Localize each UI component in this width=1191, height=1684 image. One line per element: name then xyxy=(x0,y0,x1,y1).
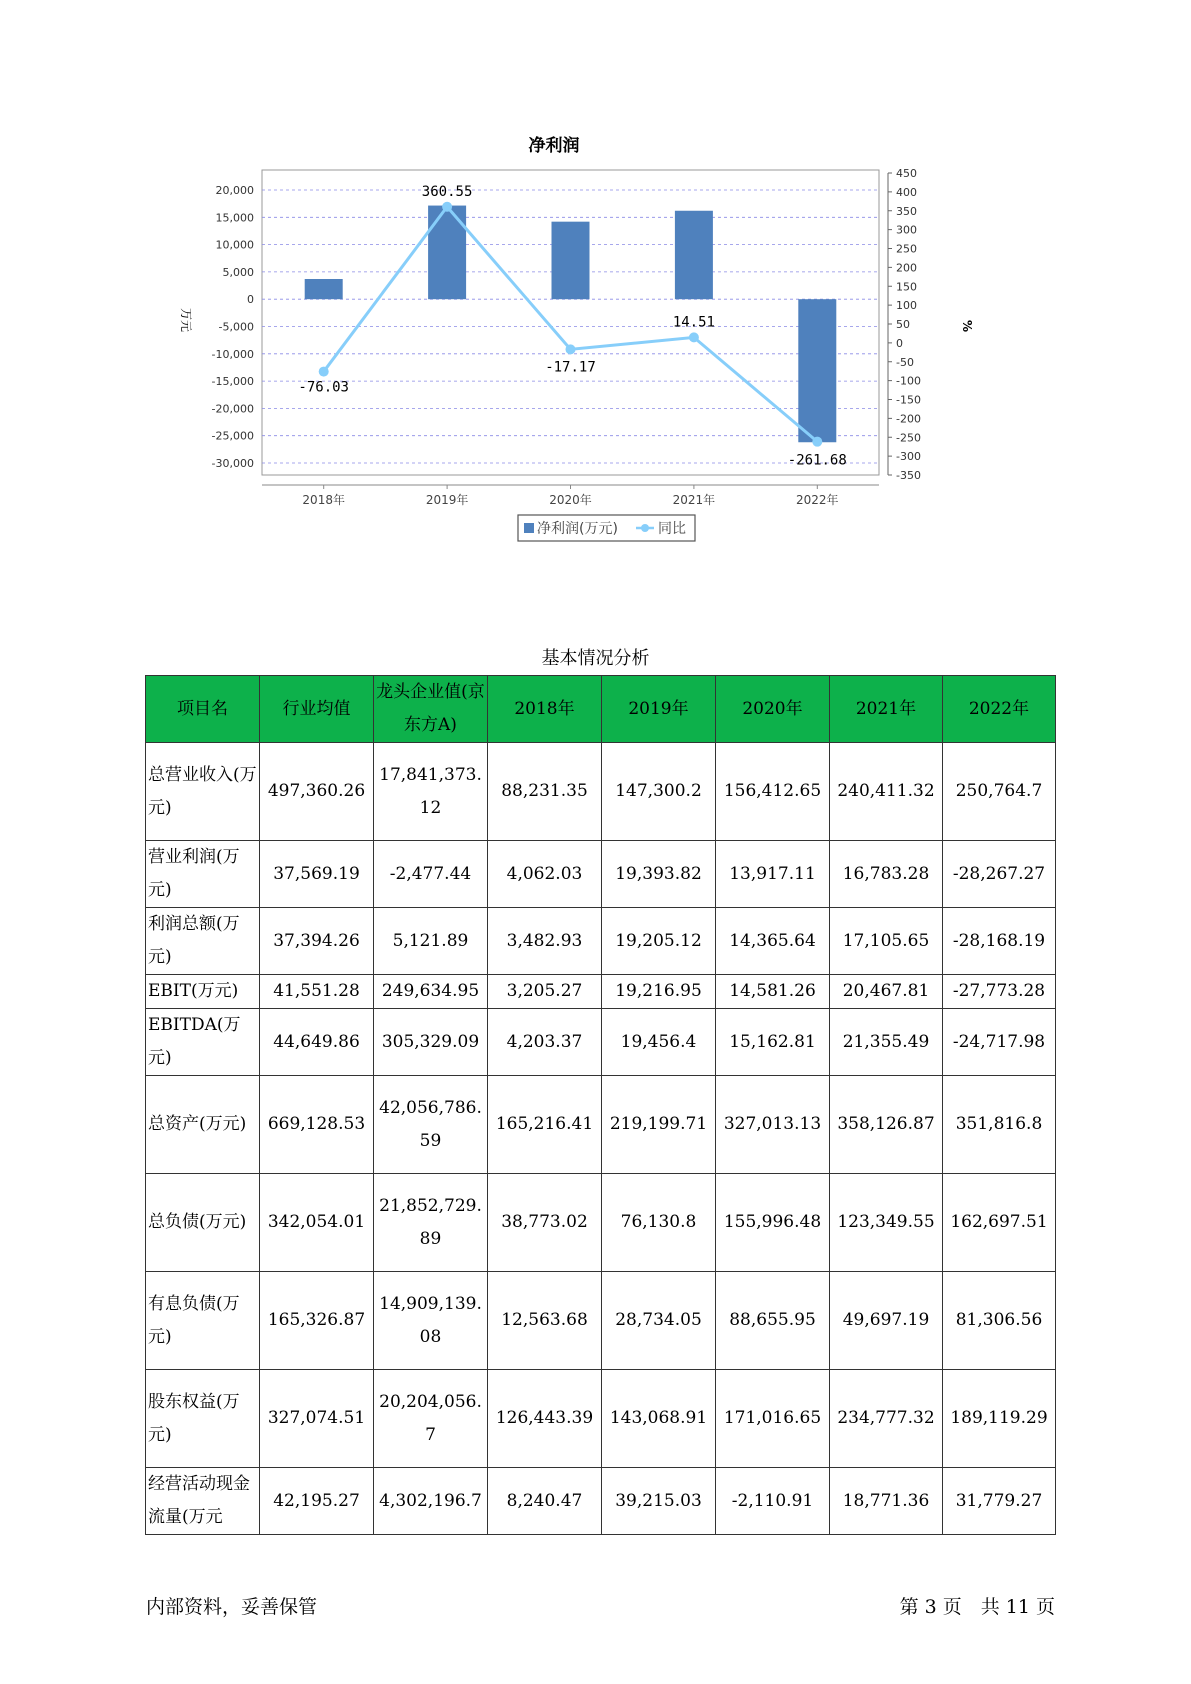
row-label: 总营业收入(万元) xyxy=(146,743,260,841)
row-label: 总负债(万元) xyxy=(146,1174,260,1272)
table-cell: 351,816.8 xyxy=(943,1076,1056,1174)
y-tick-label: 5,000 xyxy=(222,265,254,279)
table-cell: -2,477.44 xyxy=(374,841,488,908)
table-row xyxy=(146,841,1056,908)
table-row xyxy=(146,975,1056,1009)
table-cell: 249,634.95 xyxy=(374,975,488,1009)
yoy-point xyxy=(319,367,329,377)
x-tick-label: 2019年 xyxy=(425,493,469,507)
header-item-name: 项目名 xyxy=(146,676,260,743)
table-cell: 14,365.64 xyxy=(716,908,830,975)
header-2018: 2018年 xyxy=(488,676,602,743)
header-industry-avg: 行业均值 xyxy=(260,676,374,743)
table-cell: 88,655.95 xyxy=(716,1272,830,1370)
table-row xyxy=(146,1174,1056,1272)
row-label: 股东权益(万元) xyxy=(146,1370,260,1468)
table-cell: 37,569.19 xyxy=(260,841,374,908)
table-cell: 147,300.2 xyxy=(602,743,716,841)
row-label: 经营活动现金流量(万元 xyxy=(146,1468,260,1535)
table-row xyxy=(146,1370,1056,1468)
legend-bar-label: 净利润(万元) xyxy=(537,521,618,537)
table-cell: 342,054.01 xyxy=(260,1174,374,1272)
table-cell: 19,205.12 xyxy=(602,908,716,975)
y2-tick-label: 300 xyxy=(896,223,917,237)
table-cell: 162,697.51 xyxy=(943,1174,1056,1272)
table-row xyxy=(146,1009,1056,1076)
y-tick-label: -20,000 xyxy=(211,402,254,416)
legend-line-label: 同比 xyxy=(658,521,686,537)
row-label: EBITDA(万元) xyxy=(146,1009,260,1076)
y2-tick-label: 250 xyxy=(896,242,917,256)
table-cell: 156,412.65 xyxy=(716,743,830,841)
header-2021: 2021年 xyxy=(830,676,943,743)
table-cell: 8,240.47 xyxy=(488,1468,602,1535)
table-row xyxy=(146,1076,1056,1174)
legend-bar-swatch xyxy=(524,523,534,533)
x-tick-label: 2021年 xyxy=(672,493,716,507)
table-cell: 49,697.19 xyxy=(830,1272,943,1370)
table-cell: 31,779.27 xyxy=(943,1468,1056,1535)
yoy-data-label: 14.51 xyxy=(672,314,715,331)
table-cell: -28,267.27 xyxy=(943,841,1056,908)
yoy-point xyxy=(689,332,699,342)
row-label: 营业利润(万元) xyxy=(146,841,260,908)
footer-confidential: 内部资料，妥善保管 xyxy=(146,1596,318,1618)
table-cell: -24,717.98 xyxy=(943,1009,1056,1076)
y-tick-label: 20,000 xyxy=(215,184,254,197)
y-tick-label: -10,000 xyxy=(211,347,254,361)
y2-tick-label: -50 xyxy=(896,355,914,369)
yoy-point xyxy=(812,437,822,447)
table-cell: -27,773.28 xyxy=(943,975,1056,1009)
y2-tick-label: -250 xyxy=(896,431,921,445)
table-cell: 155,996.48 xyxy=(716,1174,830,1272)
table-cell: -28,168.19 xyxy=(943,908,1056,975)
table-cell: 14,581.26 xyxy=(716,975,830,1009)
plot-frame xyxy=(262,170,879,475)
table-cell: 12,563.68 xyxy=(488,1272,602,1370)
table-cell: 126,443.39 xyxy=(488,1370,602,1468)
y-tick-label: -5,000 xyxy=(218,320,254,334)
y2-tick-label: -350 xyxy=(896,469,921,482)
table-row xyxy=(146,1272,1056,1370)
y2-tick-label: -300 xyxy=(896,450,921,464)
y-tick-label: -30,000 xyxy=(211,457,254,470)
table-cell: 240,411.32 xyxy=(830,743,943,841)
y2-tick-label: -100 xyxy=(896,374,921,388)
y2-tick-label: 50 xyxy=(896,318,910,331)
table-cell: 37,394.26 xyxy=(260,908,374,975)
bar-net-profit xyxy=(305,279,343,299)
table-cell: 165,326.87 xyxy=(260,1272,374,1370)
table-cell: 21,852,729.89 xyxy=(374,1174,488,1272)
y-tick-label: 10,000 xyxy=(215,238,254,252)
table-cell: 305,329.09 xyxy=(374,1009,488,1076)
yoy-point xyxy=(566,344,576,354)
table-cell: -2,110.91 xyxy=(716,1468,830,1535)
yoy-data-label: -261.68 xyxy=(787,452,847,469)
table-cell: 16,783.28 xyxy=(830,841,943,908)
x-tick-label: 2022年 xyxy=(796,493,839,507)
table-cell: 76,130.8 xyxy=(602,1174,716,1272)
table-cell: 19,216.95 xyxy=(602,975,716,1009)
table-cell: 17,841,373.12 xyxy=(374,743,488,841)
table-cell: 3,205.27 xyxy=(488,975,602,1009)
header-2019: 2019年 xyxy=(602,676,716,743)
row-label: 利润总额(万元) xyxy=(146,908,260,975)
yoy-data-label: -76.03 xyxy=(298,379,349,396)
chart-svg xyxy=(170,130,1030,590)
chart-title: 净利润 xyxy=(528,136,580,156)
basic-analysis-table xyxy=(145,675,1056,1535)
table-cell: 171,016.65 xyxy=(716,1370,830,1468)
table-cell: 123,349.55 xyxy=(830,1174,943,1272)
y2-tick-label: 400 xyxy=(896,185,917,199)
row-label: EBIT(万元) xyxy=(146,975,260,1009)
yoy-point xyxy=(442,202,452,212)
table-cell: 19,393.82 xyxy=(602,841,716,908)
header-2022: 2022年 xyxy=(943,676,1056,743)
footer-page-number: 第 3 页 共 11 页 xyxy=(899,1596,1055,1618)
table-cell: 3,482.93 xyxy=(488,908,602,975)
header-leader-value: 龙头企业值(京东方A) xyxy=(374,676,488,743)
bar-net-profit xyxy=(798,299,836,442)
y-axis-label: 万元 xyxy=(179,307,193,333)
y2-tick-label: 100 xyxy=(896,299,917,313)
table-cell: 358,126.87 xyxy=(830,1076,943,1174)
table-cell: 44,649.86 xyxy=(260,1009,374,1076)
table-cell: 4,062.03 xyxy=(488,841,602,908)
table-cell: 42,056,786.59 xyxy=(374,1076,488,1174)
table-row xyxy=(146,743,1056,841)
x-tick-label: 2020年 xyxy=(549,493,592,507)
table-cell: 81,306.56 xyxy=(943,1272,1056,1370)
table-cell: 28,734.05 xyxy=(602,1272,716,1370)
yoy-data-label: -17.17 xyxy=(545,359,596,376)
table-cell: 18,771.36 xyxy=(830,1468,943,1535)
table-cell: 669,128.53 xyxy=(260,1076,374,1174)
bar-net-profit xyxy=(428,206,466,300)
table-cell: 17,105.65 xyxy=(830,908,943,975)
row-label: 总资产(万元) xyxy=(146,1076,260,1174)
x-tick-label: 2018年 xyxy=(302,493,345,507)
table-cell: 20,204,056.7 xyxy=(374,1370,488,1468)
row-label: 有息负债(万元) xyxy=(146,1272,260,1370)
table-cell: 4,203.37 xyxy=(488,1009,602,1076)
table-cell: 38,773.02 xyxy=(488,1174,602,1272)
y2-tick-label: -200 xyxy=(896,412,921,426)
y-tick-label: -15,000 xyxy=(211,375,254,389)
y2-tick-label: 150 xyxy=(896,280,917,294)
table-cell: 39,215.03 xyxy=(602,1468,716,1535)
table-header-row xyxy=(146,676,1056,743)
table-cell: 143,068.91 xyxy=(602,1370,716,1468)
table-cell: 42,195.27 xyxy=(260,1468,374,1535)
table-row xyxy=(146,908,1056,975)
table-cell: 21,355.49 xyxy=(830,1009,943,1076)
legend-line-marker xyxy=(641,524,649,532)
bar-net-profit xyxy=(552,222,590,300)
table-cell: 165,216.41 xyxy=(488,1076,602,1174)
y-tick-label: 0 xyxy=(247,293,254,307)
y2-tick-label: 0 xyxy=(896,336,903,350)
net-profit-chart xyxy=(170,130,1030,590)
header-2020: 2020年 xyxy=(716,676,830,743)
bar-net-profit xyxy=(675,211,713,299)
table-cell: 19,456.4 xyxy=(602,1009,716,1076)
y2-tick-label: 200 xyxy=(896,261,917,275)
table-cell: 219,199.71 xyxy=(602,1076,716,1174)
table-cell: 4,302,196.7 xyxy=(374,1468,488,1535)
y2-tick-label: 450 xyxy=(896,167,917,180)
table-cell: 5,121.89 xyxy=(374,908,488,975)
yoy-data-label: 360.55 xyxy=(421,183,473,200)
table-cell: 88,231.35 xyxy=(488,743,602,841)
y2-tick-label: -150 xyxy=(896,393,921,407)
table-cell: 14,909,139.08 xyxy=(374,1272,488,1370)
table-title: 基本情况分析 xyxy=(541,648,650,669)
table-cell: 20,467.81 xyxy=(830,975,943,1009)
table-cell: 327,074.51 xyxy=(260,1370,374,1468)
table-cell: 250,764.7 xyxy=(943,743,1056,841)
y-tick-label: 15,000 xyxy=(215,211,254,225)
y2-axis-label: % xyxy=(960,319,974,333)
y2-tick-label: 350 xyxy=(896,204,917,218)
table-cell: 327,013.13 xyxy=(716,1076,830,1174)
table-cell: 189,119.29 xyxy=(943,1370,1056,1468)
table-cell: 13,917.11 xyxy=(716,841,830,908)
table-cell: 234,777.32 xyxy=(830,1370,943,1468)
table-cell: 497,360.26 xyxy=(260,743,374,841)
y-tick-label: -25,000 xyxy=(211,429,254,443)
table-row xyxy=(146,1468,1056,1535)
table-cell: 41,551.28 xyxy=(260,975,374,1009)
table-cell: 15,162.81 xyxy=(716,1009,830,1076)
